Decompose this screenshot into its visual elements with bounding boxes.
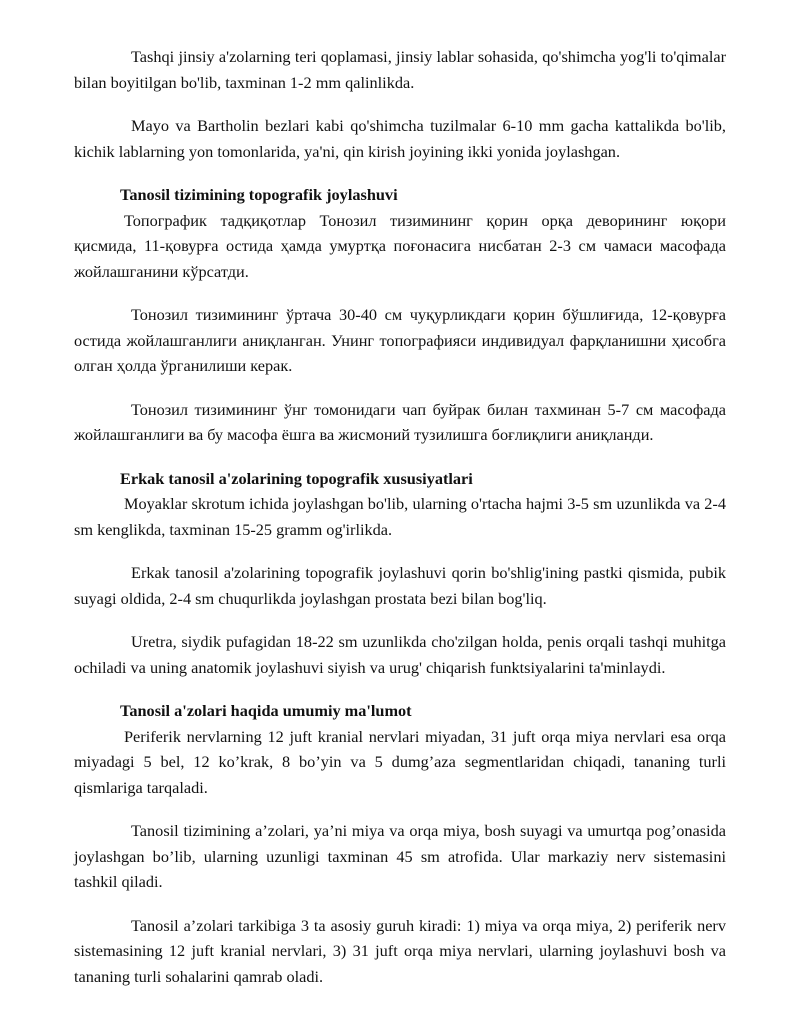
paragraph: Tashqi jinsiy a'zolarning teri qoplamasi, jinsiy lablar sohasida, qo'shimcha yog'li to'qimalar bilan boyitilgan bo'lib, taxminan 1-2 mm qalinlikda.: [74, 47, 726, 92]
paragraph: Tanosil tizimining a’zolari, ya’ni miya va orqa miya, bosh suyagi va umurtqa pog’onasida joylashgan bo’lib, ularning uzunligi taxminan 45 sm atrofida. Ular markaziy nerv sistemasini tashkil qiladi.: [74, 821, 726, 891]
paragraph: Mayo va Bartholin bezlari kabi qo'shimcha tuzilmalar 6-10 mm gacha kattalikda bo'lib, kichik lablarning yon tomonlarida, ya'ni, qin kirish joyining ikki yonida joylashgan.: [74, 116, 726, 161]
section-heading: Tanosil tizimining topografik joylashuvi: [120, 185, 398, 204]
section-heading: Erkak tanosil a'zolarining topografik xususiyatlari: [120, 468, 473, 488]
paragraph: Тонозил тизимининг ўртача 30-40 см чуқурликдаги қорин бўшлиғида, 12-қовурға остида жойлашганлиги аниқланган. Унинг топографияси индивидуал фарқланишни ҳисобга олган ҳолда ўрганилиши керак.: [74, 305, 726, 375]
paragraph: Тонозил тизимининг ўнг томонидаги чап буйрак билан тахминан 5-7 см масофада жойлашганлиги ва бу масофа ёшга ва жисмоний тузилишга боғлиқлиги аниқланди.: [74, 399, 726, 444]
paragraph: Erkak tanosil a'zolarining topografik joylashuvi qorin bo'shlig'ining pastki qismida, pubik suyagi oldida, 2-4 sm chuqurlikda joylashgan prostata bezi bilan bog'liq.: [74, 563, 726, 608]
paragraph: Tanosil a’zolari tarkibiga 3 ta asosiy guruh kiradi: 1) miya va orqa miya, 2) periferik nerv sistemasining 12 juft kranial nervlari, 3) 31 juft orqa miya nervlari, ularning joylashuvi bosh va tananing turli sohalarini qamrab oladi.: [74, 915, 726, 986]
general-info-section: [74, 698, 726, 989]
male-organs-section: [74, 466, 726, 681]
document-page: [74, 44, 726, 1007]
paragraph: Moyaklar skrotum ichida joylashgan bo'lib, ularning o'rtacha hajmi 3-5 sm uzunlikda va 2-4 sm kenglikda, taxminan 15-25 gramm og'irlikda.: [74, 494, 726, 539]
intro-section: [74, 44, 726, 164]
paragraph: Uretra, siydik pufagidan 18-22 sm uzunlikda cho'zilgan holda, penis orqali tashqi muhitga ochiladi va uning anatomik joylashuvi siyish va urug' chiqarish funktsiyalarini ta'minlaydi.: [74, 632, 726, 677]
section-heading: Tanosil a'zolari haqida umumiy ma'lumot: [120, 701, 412, 720]
paragraph: Топографик тадқиқотлар Тонозил тизимининг қорин орқа деворининг юқори қисмида, 11-қовурға остида ҳамда умуртқа поғонасига нисбатан 2-3 см чамаси масофада жойлашганини кўрсатди.: [74, 210, 726, 281]
topography-section: [74, 182, 726, 448]
paragraph: Periferik nervlarning 12 juft kranial nervlari miyadan, 31 juft orqa miya nervlari esa orqa miyadagi 5 bel, 12 ko’krak, 8 bo’yin va 5 dumg’aza segmentlaridan chiqadi, tananing turli qismlariga tarqaladi.: [74, 726, 726, 797]
